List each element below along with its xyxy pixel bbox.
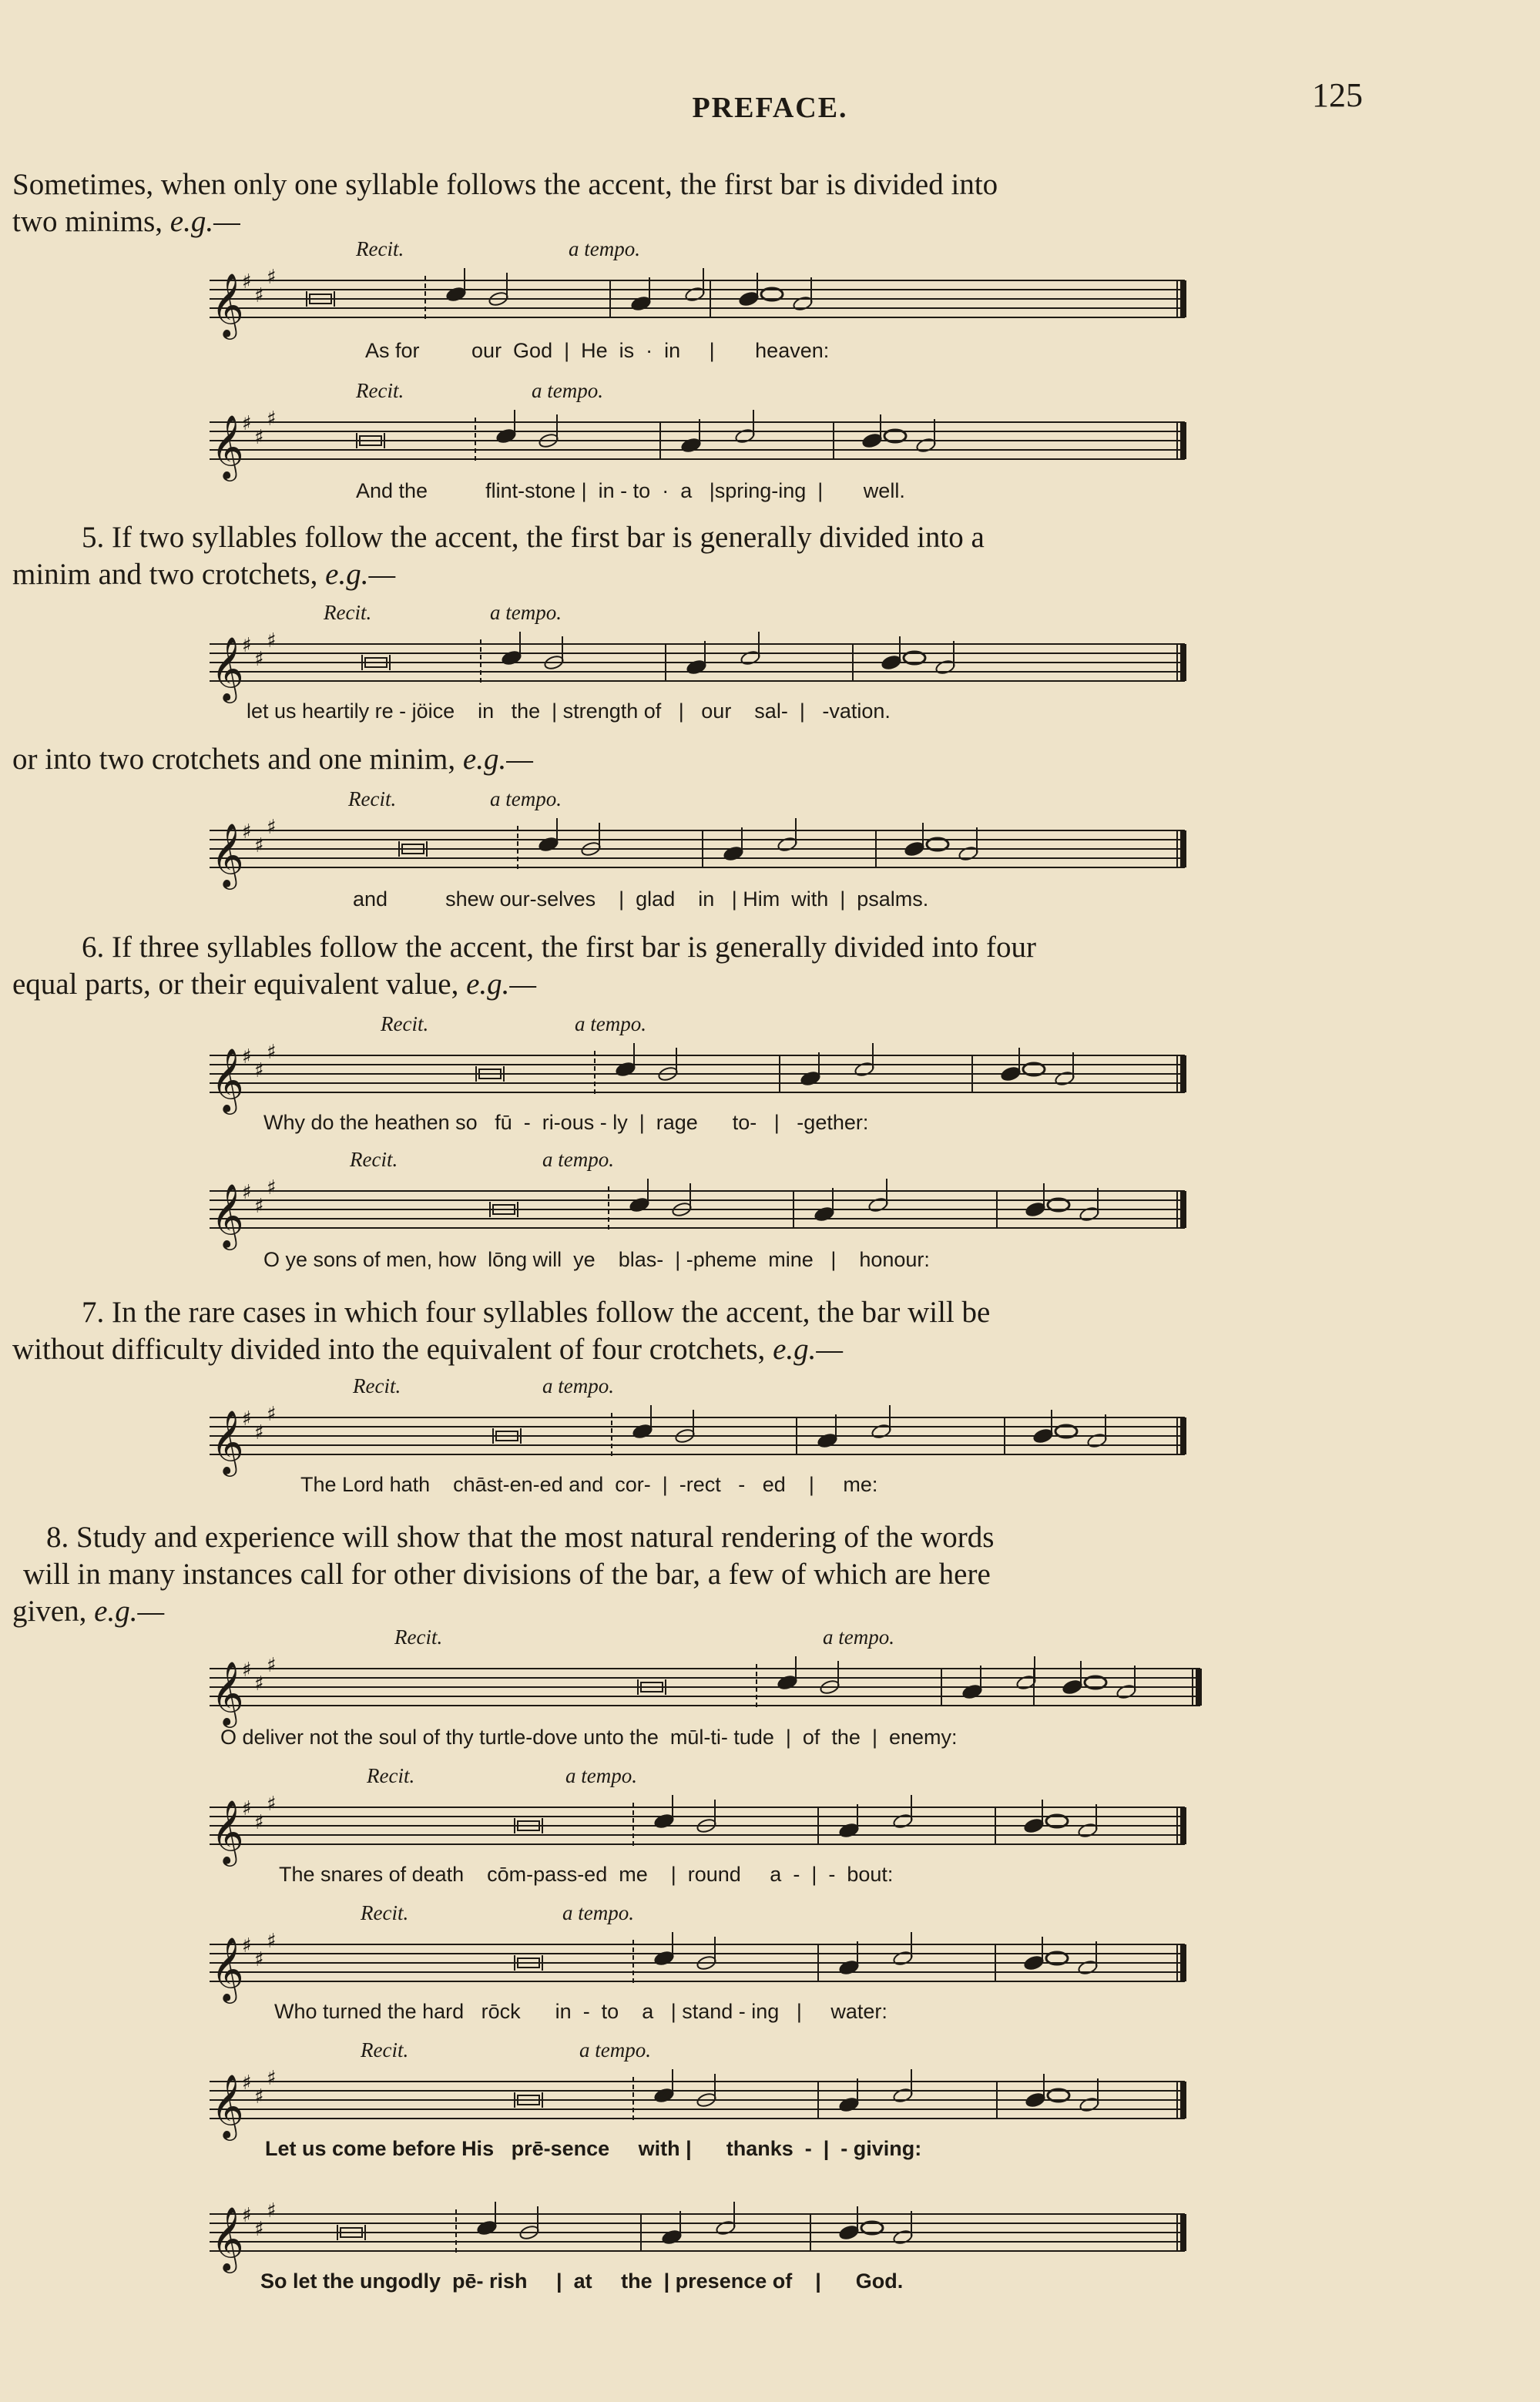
music-example-10 [210,1901,1188,2032]
music-staff [210,1042,1188,1111]
tempo-label: a tempo. [532,379,603,402]
note-icon [445,268,466,303]
note-icon [538,818,559,853]
sharp-icon: ♯ [242,2204,252,2227]
final-bar-line [1180,644,1186,681]
note-icon [501,632,522,666]
tempo-label: a tempo. [579,2038,651,2061]
note-icon [817,1414,837,1449]
treble-clef-icon: 𝄞 [211,2206,244,2270]
note-icon [1079,2078,1099,2113]
sharp-icon: ♯ [254,1059,264,1082]
sharp-icon: ♯ [254,2085,264,2108]
note-icon [1086,1414,1107,1449]
sharp-icon: ♯ [254,2218,264,2241]
treble-clef-icon: 𝄞 [211,636,244,700]
music-staff [210,1931,1188,2000]
note-icon [934,641,955,676]
tempo-label: a tempo. [823,1625,894,1649]
recit-label: Recit. [361,1901,409,1924]
note-icon [653,1932,674,1967]
text-line: will in many instances call for other divisions of the bar, a few of which are here [23,1558,991,1591]
sharp-icon: ♯ [267,2199,277,2223]
note-icon [777,818,797,853]
lyrics-line: O ye sons of men, how lōng will ye blas- | -pheme mine | honour: [263,1248,930,1271]
tempo-label: a tempo. [569,237,640,260]
sharp-icon: ♯ [242,1934,252,1957]
paragraph-sometimes [12,166,1399,240]
sharp-icon: ♯ [254,648,264,671]
music-example-3 [210,601,1188,732]
sharp-icon: ♯ [242,1797,252,1820]
sharp-icon: ♯ [267,266,277,289]
note-icon [958,827,978,862]
note-icon [892,1932,913,1967]
music-example-4 [210,787,1188,918]
text-line: 5. If two syllables follow the accent, the first bar is generally divided into a [82,521,985,554]
note-icon [686,641,706,676]
final-bar-line [1180,2214,1186,2251]
lyrics-line: O deliver not the soul of thy turtle-dove unto the mūl-ti- tude | of the | enemy: [220,1726,958,1749]
lyrics-line: Why do the heathen so fū - ri-ous - ly | rage to- | -gether: [263,1111,869,1134]
lyrics-line: Let us come before His prē-sence with | thanks - | - giving: [265,2137,922,2160]
sharp-icon: ♯ [254,426,264,449]
music-example-6 [210,1148,1188,1279]
sharp-icon: ♯ [254,1948,264,1971]
treble-clef-icon: 𝄞 [211,1047,244,1112]
sharp-icon: ♯ [267,1041,277,1064]
sharp-icon: ♯ [242,1045,252,1068]
text-line: 8. Study and experience will show that the most natural rendering of the words [46,1521,995,1554]
music-staff [210,817,1188,886]
tempo-label: a tempo. [565,1764,637,1787]
treble-clef-icon: 𝄞 [211,822,244,887]
note-icon [740,632,760,666]
sharp-icon: ♯ [242,270,252,294]
note-icon [715,2202,736,2236]
note-icon [495,410,516,445]
note-icon [800,1052,820,1087]
music-staff [210,630,1188,699]
note-icon [1077,1804,1098,1839]
recit-label: Recit. [353,1374,401,1397]
recit-label: Recit. [348,787,397,810]
final-bar-line [1180,422,1186,459]
note-icon [838,1941,859,1976]
note-icon [871,1405,891,1440]
music-example-9 [210,1764,1188,1895]
recit-label: Recit. [324,601,372,624]
music-staff [210,2068,1188,2137]
lyrics-line: The snares of death cōm-pass-ed me | round a - | - bout: [279,1863,894,1886]
tempo-label: a tempo. [562,1901,634,1924]
final-bar-line [1180,1944,1186,1981]
sharp-icon: ♯ [242,820,252,844]
note-icon [838,2078,859,2113]
recit-label: Recit. [367,1764,415,1787]
final-bar-line [1196,1669,1202,1706]
paragraph-6 [12,929,1399,1003]
tempo-label: a tempo. [490,601,562,624]
final-bar-line [1180,1055,1186,1092]
text-line: 7. In the rare cases in which four syllables follow the accent, the bar will be [82,1296,991,1329]
lyrics-line: let us heartily re - jöice in the | strength of | our sal- | -vation. [247,699,891,723]
treble-clef-icon: 𝄞 [211,1409,244,1474]
music-staff [210,267,1188,336]
text-line: without difficulty divided into the equivalent of four crotchets, e.g.— [12,1333,844,1366]
treble-clef-icon: 𝄞 [211,1936,244,2001]
sharp-icon: ♯ [267,1654,277,1677]
note-icon [1077,1941,1098,1976]
note-icon [867,1179,888,1213]
recit-label: Recit. [361,2038,409,2061]
music-example-2 [210,379,1188,510]
music-example-7 [210,1374,1188,1505]
lyrics-line: As for our God | He is · in | heaven: [365,339,830,362]
final-bar-line [1180,1807,1186,1844]
sharp-icon: ♯ [254,1811,264,1834]
recit-label: Recit. [394,1625,443,1649]
paragraph-or-into [12,741,1399,778]
lyrics-line: So let the ungodly pē- rish | at the | presence of | God. [260,2269,904,2293]
sharp-icon: ♯ [267,408,277,431]
paragraph-7 [12,1294,1399,1368]
music-example-5 [210,1012,1188,1143]
recit-label: Recit. [350,1148,398,1171]
music-staff [210,408,1188,478]
tempo-label: a tempo. [542,1374,614,1397]
music-staff [210,1404,1188,1473]
final-bar-line [1180,830,1186,867]
tempo-label: a tempo. [575,1012,646,1035]
sharp-icon: ♯ [242,2072,252,2095]
sharp-icon: ♯ [242,1407,252,1431]
lyrics-line: and shew our-selves | glad in | Him with | psalms. [353,887,929,911]
paragraph-5 [12,519,1399,593]
music-example-8 [210,1625,1203,1756]
sharp-icon: ♯ [242,1659,252,1682]
sharp-icon: ♯ [254,1195,264,1218]
sharp-icon: ♯ [242,1181,252,1204]
treble-clef-icon: 𝄞 [211,1660,244,1725]
sharp-icon: ♯ [242,412,252,435]
running-head: PREFACE. [692,92,848,124]
sharp-icon: ♯ [254,284,264,307]
final-bar-line [1180,1417,1186,1454]
music-staff [210,2200,1188,2269]
sharp-icon: ♯ [267,1176,277,1199]
text-line: Sometimes, when only one syllable follows the accent, the first bar is divided into [12,168,998,201]
text-line: minim and two crotchets, e.g.— [12,558,396,591]
final-bar-line [1180,2082,1186,2119]
note-icon [854,1043,874,1078]
sharp-icon: ♯ [254,834,264,857]
sharp-icon: ♯ [242,634,252,657]
page-number: 125 [1312,76,1363,114]
note-icon [653,1795,674,1830]
recit-label: Recit. [356,237,404,260]
tempo-label: a tempo. [490,787,562,810]
note-icon [680,419,701,454]
note-icon [915,419,936,454]
music-example-12 [210,2171,1188,2302]
lyrics-line: The Lord hath chāst-en-ed and cor- | -rect - ed | me: [300,1473,878,1496]
paragraph-8 [12,1519,1399,1630]
sharp-icon: ♯ [267,629,277,652]
treble-clef-icon: 𝄞 [211,2073,244,2138]
music-staff [210,1655,1203,1724]
music-example-1 [210,237,1188,368]
treble-clef-icon: 𝄞 [211,1799,244,1864]
recit-label: Recit. [356,379,404,402]
note-icon [892,1795,913,1830]
note-icon [734,410,755,445]
note-icon [615,1043,636,1078]
music-example-11 [210,2038,1188,2169]
text-line: two minims, e.g.— [12,205,240,238]
note-icon [838,1804,859,1839]
note-icon [1116,1666,1136,1700]
final-bar-line [1180,280,1186,317]
note-icon [792,277,813,312]
note-icon [661,2211,682,2246]
sharp-icon: ♯ [267,816,277,839]
treble-clef-icon: 𝄞 [211,1183,244,1247]
tempo-label: a tempo. [542,1148,614,1171]
text-line: equal parts, or their equivalent value, e.g.— [12,968,537,1001]
note-icon [892,2069,913,2104]
final-bar-line [1180,1191,1186,1228]
note-icon [653,2069,674,2104]
text-line: given, e.g.— [12,1595,165,1628]
note-icon [476,2202,497,2236]
note-icon [632,1405,653,1440]
sharp-icon: ♯ [254,1421,264,1444]
lyrics-line: Who turned the hard rōck in - to a | stand - ing | water: [274,2000,887,2023]
recit-label: Recit. [381,1012,429,1035]
note-icon [1054,1052,1075,1087]
sharp-icon: ♯ [254,1672,264,1696]
treble-clef-icon: 𝄞 [211,272,244,337]
sharp-icon: ♯ [267,2067,277,2090]
note-icon [629,1179,649,1213]
lyrics-line: And the flint-stone | in - to · a |spring-ing | well. [356,479,905,502]
note-icon [1079,1188,1099,1223]
note-icon [814,1188,834,1223]
sharp-icon: ♯ [267,1793,277,1816]
text-line: or into two crotchets and one minim, e.g.— [12,743,533,776]
music-staff [210,1793,1188,1863]
text-line: 6. If three syllables follow the accent, the first bar is generally divided into four [82,931,1036,964]
note-icon [684,268,705,303]
note-icon [892,2211,913,2246]
note-icon [777,1656,797,1691]
sharp-icon: ♯ [267,1930,277,1953]
treble-clef-icon: 𝄞 [211,414,244,478]
music-staff [210,1177,1188,1246]
note-icon [723,827,743,862]
sharp-icon: ♯ [267,1403,277,1426]
note-icon [630,277,651,312]
note-icon [961,1666,982,1700]
